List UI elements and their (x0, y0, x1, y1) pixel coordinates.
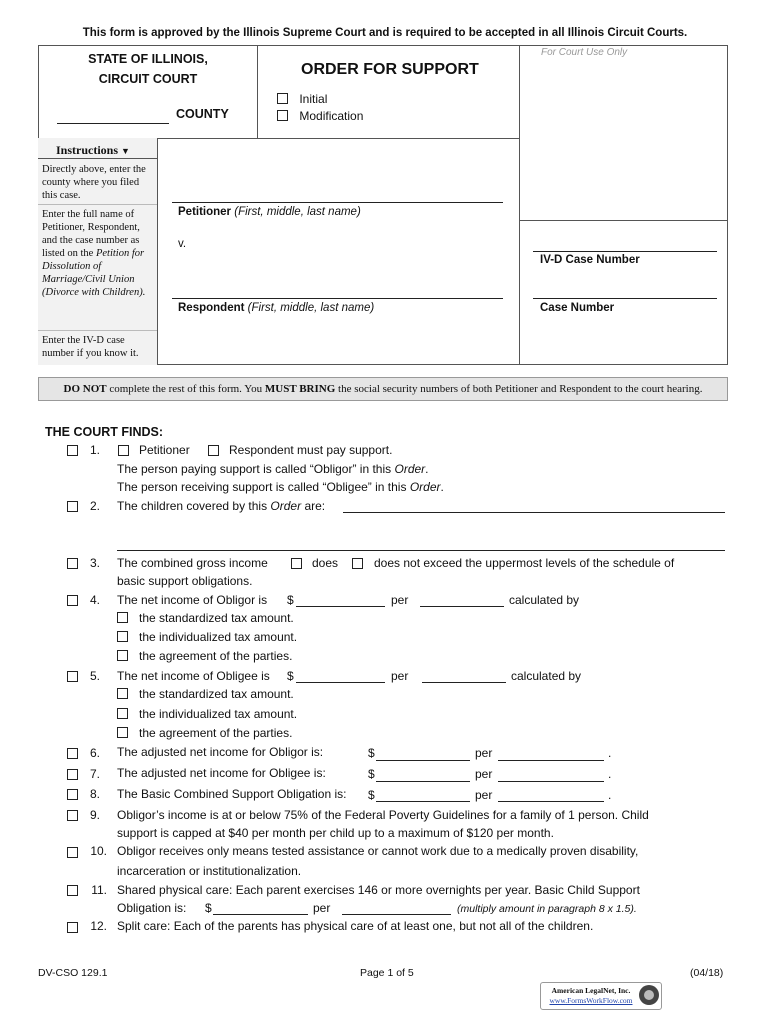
text: The person receiving support is called “Obligee” in this (117, 480, 410, 494)
instructions-panel (38, 138, 157, 365)
instruction-names-petition: Petition for Dissolution of Marriage/Civil Union (Divorce with Children). (42, 248, 146, 298)
obligee-net-income-label: The net income of Obligee is (117, 669, 270, 683)
versus-label: v. (178, 238, 187, 250)
obligee-adjusted-period-field[interactable] (498, 781, 604, 782)
revision-date: (04/18) (690, 967, 724, 979)
obligee-net-income-field[interactable] (296, 682, 385, 683)
petitioner-pays-label: Petitioner (139, 443, 190, 457)
state-label: STATE OF ILLINOIS, (88, 52, 208, 66)
item-2-number: 2. (89, 499, 100, 513)
obligor-individualized-checkbox[interactable] (117, 631, 128, 642)
petitioner-label (178, 206, 361, 218)
respondent-pays-checkbox[interactable] (208, 445, 219, 456)
basic-combined-field[interactable] (376, 801, 470, 802)
item-12-number: 12. (90, 919, 107, 933)
dollar-sign: $ (287, 669, 294, 683)
per-label: per (475, 767, 493, 781)
respondent-hint: (First, middle, last name) (247, 302, 375, 314)
text: are: (301, 499, 326, 513)
obligor-definition (117, 462, 429, 476)
dollar-sign: $ (368, 767, 375, 781)
publisher-url[interactable]: www.FormsWorkFlow.com (549, 996, 633, 1005)
form-title: ORDER FOR SUPPORT (301, 61, 479, 78)
caret-down-icon: ▼ (121, 146, 130, 156)
divider (38, 330, 157, 331)
item-3-number: 3. (89, 556, 100, 570)
order-word: Order (270, 499, 302, 513)
do-not-banner (38, 377, 728, 401)
obligee-period-field[interactable] (422, 682, 506, 683)
calculated-by-label: calculated by (509, 593, 580, 607)
initial-checkbox[interactable] (277, 93, 288, 104)
does-checkbox[interactable] (291, 558, 302, 569)
text: . (440, 480, 444, 494)
modification-checkbox[interactable] (277, 110, 288, 121)
county-label: COUNTY (176, 107, 229, 121)
order-word: Order (394, 462, 426, 476)
instruction-names (42, 208, 154, 299)
item-7-number: 7. (89, 767, 100, 781)
assistance-text: Obligor receives only means tested assistance or cannot work due to a medically proven disability, (117, 844, 639, 858)
children-field-2[interactable] (117, 550, 725, 551)
obligee-standardized-checkbox[interactable] (117, 688, 128, 699)
dollar-sign: $ (368, 746, 375, 760)
item-11-number: 11. (91, 883, 107, 897)
children-field[interactable] (343, 512, 725, 513)
modification-label: Modification (299, 109, 364, 123)
per-label: per (391, 593, 409, 607)
banner-text-1: complete the rest of this form. You (106, 383, 265, 395)
must-bring-text: MUST BRING (264, 383, 336, 395)
ivd-case-number-label: IV-D Case Number (540, 254, 640, 266)
divider (519, 220, 728, 221)
obligee-adjusted-field[interactable] (376, 781, 470, 782)
per-label: per (475, 788, 493, 802)
divider (38, 204, 157, 205)
standardized-label: the standardized tax amount. (139, 611, 294, 625)
obligor-adjusted-field[interactable] (376, 760, 470, 761)
period-dot: . (608, 788, 612, 802)
basic-support-label: basic support obligations. (117, 574, 253, 588)
respondent-label-text: Respondent (178, 302, 245, 314)
does-not-checkbox[interactable] (352, 558, 363, 569)
obligee-agreement-checkbox[interactable] (117, 727, 128, 738)
modification-option[interactable] (277, 109, 363, 123)
obligor-net-income-field[interactable] (296, 606, 385, 607)
item-6-number: 6. (89, 746, 100, 760)
shared-care-obligation-label: Obligation is: (117, 901, 187, 915)
text: . (425, 462, 429, 476)
per-label: per (391, 669, 409, 683)
case-number-field[interactable] (533, 298, 717, 299)
dollar-sign: $ (368, 788, 375, 802)
period-dot: . (608, 767, 612, 781)
agreement-label: the agreement of the parties. (139, 726, 293, 740)
court-label: CIRCUIT COURT (98, 72, 198, 86)
combined-income-label: The combined gross income (117, 556, 268, 570)
publisher-name-text: American LegalNet, Inc. (551, 986, 631, 995)
publisher-name (545, 986, 637, 996)
globe-icon (639, 985, 659, 1005)
individualized-label: the individualized tax amount. (139, 630, 298, 644)
poverty-guideline-text: Obligor’s income is at or below 75% of the Federal Poverty Guidelines for a family of 1 person. Child (117, 808, 649, 822)
item-5-number: 5. (89, 669, 100, 683)
respondent-label (178, 302, 374, 314)
split-care-text: Split care: Each of the parents has physical care of at least one, but not all of the children. (117, 919, 594, 933)
dollar-sign: $ (205, 901, 212, 915)
court-finds-heading: THE COURT FINDS: (45, 425, 164, 439)
publisher-logo[interactable] (540, 982, 662, 1010)
item-1-number: 1. (89, 443, 100, 457)
standardized-label: the standardized tax amount. (139, 687, 294, 701)
item-4-number: 4. (89, 593, 100, 607)
period-dot: . (608, 746, 612, 760)
case-number-label: Case Number (540, 302, 615, 314)
shared-care-period-field[interactable] (342, 914, 451, 915)
children-label (117, 499, 325, 513)
petitioner-pays-checkbox[interactable] (118, 445, 129, 456)
ivd-case-number-field[interactable] (533, 251, 717, 252)
initial-option[interactable] (277, 92, 327, 106)
item-10-number: 10. (90, 844, 107, 858)
agreement-label: the agreement of the parties. (139, 649, 293, 663)
dollar-sign: $ (287, 593, 294, 607)
shared-care-note: (multiply amount in paragraph 8 x 1.5). (457, 903, 637, 915)
basic-combined-period-field[interactable] (498, 801, 604, 802)
approval-notice: This form is approved by the Illinois Supreme Court and is required to be accepted in all Illinois Circuit Courts. (82, 27, 688, 39)
calculated-by-label: calculated by (511, 669, 582, 683)
text: The person paying support is called “Obligor” in this (117, 462, 395, 476)
instructions-heading-label: Instructions (56, 143, 119, 157)
do-not-text: DO NOT (63, 383, 107, 395)
obligor-standardized-checkbox[interactable] (117, 612, 128, 623)
obligor-adjusted-label: The adjusted net income for Obligor is: (117, 745, 324, 759)
per-label: per (313, 901, 331, 915)
form-id: DV-CSO 129.1 (38, 967, 108, 979)
obligor-period-field[interactable] (420, 606, 504, 607)
shared-care-amount-field[interactable] (213, 914, 308, 915)
respondent-field[interactable] (172, 298, 503, 299)
assistance-text-2: incarceration or institutionalization. (117, 864, 302, 878)
item-9-number: 9. (89, 808, 100, 822)
obligor-net-income-label: The net income of Obligor is (117, 593, 268, 607)
divider (519, 46, 520, 365)
instruction-ivd: Enter the IV-D case number if you know it. (42, 335, 139, 359)
petitioner-label-text: Petitioner (178, 206, 232, 218)
poverty-guideline-text-2: support is capped at $40 per month per child up to a maximum of $120 per month. (117, 826, 554, 840)
divider (157, 138, 158, 365)
obligor-adjusted-period-field[interactable] (498, 760, 604, 761)
shared-care-text: Shared physical care: Each parent exercises 146 or more overnights per year. Basic Child Support (117, 883, 640, 897)
individualized-label: the individualized tax amount. (139, 707, 298, 721)
text: The children covered by this (117, 499, 271, 513)
petitioner-hint: (First, middle, last name) (234, 206, 361, 218)
page-number: Page 1 of 5 (360, 967, 414, 979)
obligee-individualized-checkbox[interactable] (117, 708, 128, 719)
court-use-label: For Court Use Only (541, 47, 628, 58)
item-8-number: 8. (89, 787, 100, 801)
divider (257, 46, 258, 139)
obligee-adjusted-label: The adjusted net income for Obligee is: (117, 766, 326, 780)
basic-combined-label: The Basic Combined Support Obligation is: (117, 787, 347, 801)
divider (38, 158, 157, 159)
per-label: per (475, 746, 493, 760)
instruction-county: Directly above, enter the county where you filed this case. (42, 164, 146, 201)
petitioner-field[interactable] (172, 202, 503, 203)
obligor-agreement-checkbox[interactable] (117, 650, 128, 661)
instructions-heading[interactable] (38, 138, 157, 158)
respondent-pays-label: Respondent must pay support. (229, 443, 393, 457)
county-field[interactable] (57, 123, 169, 124)
does-not-label: does not exceed the uppermost levels of the schedule of (374, 556, 675, 570)
obligee-definition (117, 480, 444, 494)
instruction-names-text: Enter the full name of Petitioner, Respondent, and the case number as listed on the (42, 209, 140, 259)
initial-label: Initial (299, 92, 328, 106)
banner-text-2: the social security numbers of both Petitioner and Respondent to the court hearing. (335, 383, 703, 395)
does-label: does (312, 556, 339, 570)
order-word: Order (409, 480, 441, 494)
